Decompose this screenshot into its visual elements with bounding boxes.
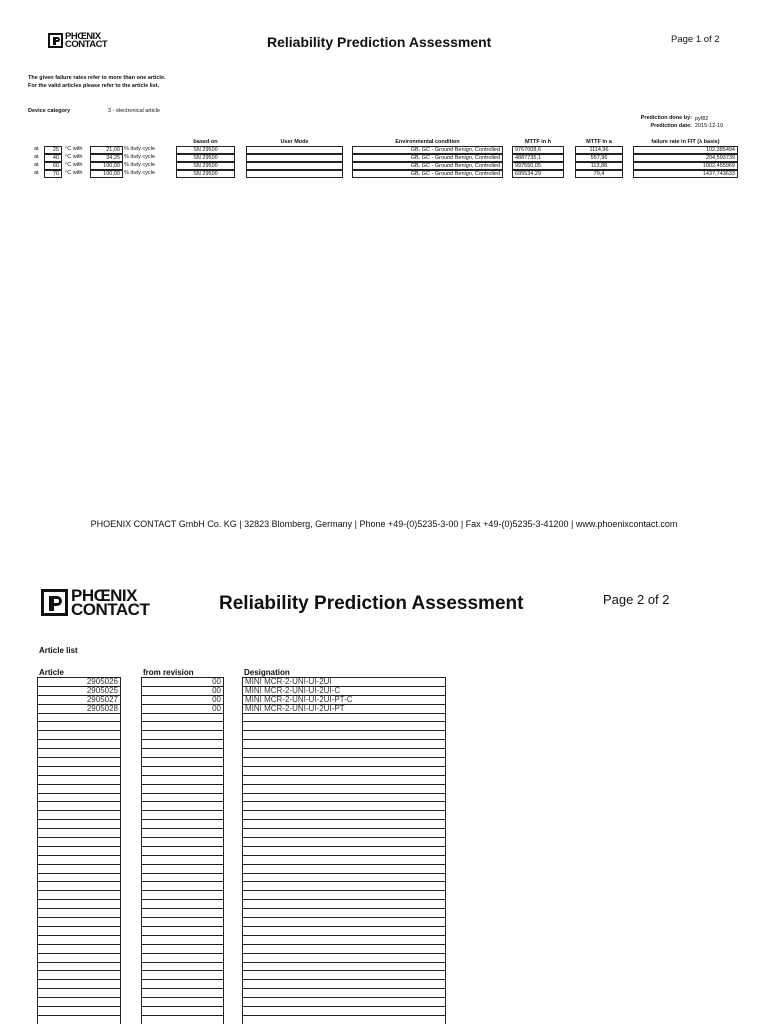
notice-line-1: The given failure rates refer to more than one article. xyxy=(28,75,166,81)
row-user-mode xyxy=(246,146,343,154)
article-cell: 2905028 xyxy=(37,704,121,714)
header-article: Article xyxy=(39,668,64,677)
page-title: Reliability Prediction Assessment xyxy=(267,34,492,50)
row-based-on: SN 29500 xyxy=(176,146,235,154)
row-user-mode xyxy=(246,162,343,170)
designation-cell: MINI MCR-2-UNI-UI-2UI-PT-C xyxy=(242,695,446,705)
row-at-label: at xyxy=(34,170,39,176)
logo-line-1: PHŒNIX xyxy=(65,31,101,42)
page-number: Page 1 of 2 xyxy=(671,34,720,45)
phoenix-contact-logo xyxy=(48,33,107,49)
prediction-date-value: 2015-12-10 xyxy=(695,123,724,129)
row-mttf-years: 1114,96 xyxy=(575,146,623,154)
revision-column xyxy=(141,678,224,1024)
row-at-label: at xyxy=(34,146,39,152)
device-category-value: 3 - electronical article xyxy=(108,108,160,114)
row-mttf-years: 557,96 xyxy=(575,154,623,162)
table-row xyxy=(0,154,768,162)
row-environmental-condition: GB, GC - Ground Benign, Controlled xyxy=(352,146,503,154)
header-based-on: based on xyxy=(193,139,218,145)
article-cell: 2905027 xyxy=(37,695,121,705)
logo-line-2: CONTACT xyxy=(71,599,150,619)
empty-revision-cell xyxy=(141,1015,224,1024)
logo-mark-icon xyxy=(48,33,63,48)
notice-line-2: For the valid articles please refer to the article list. xyxy=(28,83,160,89)
article-cell: 2905025 xyxy=(37,686,121,696)
revision-cell: 00 xyxy=(141,695,224,705)
row-temperature-unit: °C with xyxy=(65,154,83,160)
row-duty-cycle-label: % duty cycle xyxy=(124,162,155,168)
logo-line-2: CONTACT xyxy=(65,38,108,50)
device-category-label: Device category xyxy=(28,108,71,114)
header-designation: Designation xyxy=(244,668,290,677)
row-duty-cycle: 21,00 xyxy=(90,146,123,154)
row-at-label: at xyxy=(34,162,39,168)
prediction-date-label: Prediction date: xyxy=(650,123,692,129)
row-temperature: 70 xyxy=(44,170,62,178)
header-failure-rate: failure rate in FIT (λ basis) xyxy=(651,139,720,145)
row-temperature-unit: °C with xyxy=(65,170,83,176)
table-row xyxy=(0,162,768,170)
row-failure-rate: 1002,455969 xyxy=(633,162,738,170)
row-mttf-years: 79,4 xyxy=(575,170,623,178)
logo-mark-icon xyxy=(41,589,68,616)
designation-cell: MINI MCR-2-UNI-UI-2UI xyxy=(242,677,446,687)
row-at-label: at xyxy=(34,154,39,160)
revision-cell: 00 xyxy=(141,704,224,714)
table-row xyxy=(0,146,768,154)
report-page-2 xyxy=(0,562,768,1024)
row-user-mode xyxy=(246,170,343,178)
row-duty-cycle: 100,00 xyxy=(90,162,123,170)
row-environmental-condition: GB, GC - Ground Benign, Controlled xyxy=(352,154,503,162)
header-user-mode: User Mode xyxy=(280,139,309,145)
prediction-done-by-value: pyf82 xyxy=(695,116,709,122)
empty-article-cell xyxy=(37,1015,121,1024)
revision-cell: 00 xyxy=(141,677,224,687)
row-mttf-hours: 4887735,1 xyxy=(512,154,564,162)
page-title: Reliability Prediction Assessment xyxy=(219,593,524,614)
row-temperature: 25 xyxy=(44,146,62,154)
header-environmental-condition: Environmental condition xyxy=(395,139,460,145)
row-failure-rate: 102,385494 xyxy=(633,146,738,154)
row-duty-cycle-label: % duty cycle xyxy=(124,154,155,160)
article-column xyxy=(37,678,121,1024)
article-cell: 2905026 xyxy=(37,677,121,687)
row-failure-rate: 1437,743633 xyxy=(633,170,738,178)
revision-cell: 00 xyxy=(141,686,224,696)
row-temperature-unit: °C with xyxy=(65,162,83,168)
header-mttf-hours: MTTF in h xyxy=(525,139,551,145)
row-duty-cycle: 100,00 xyxy=(90,170,123,178)
article-list-label: Article list xyxy=(39,646,78,655)
header-mttf-years: MTTF in a xyxy=(586,139,612,145)
designation-cell: MINI MCR-2-UNI-UI-2UI-C xyxy=(242,686,446,696)
header-from-revision: from revision xyxy=(143,668,194,677)
prediction-done-by-label: Prediction done by: xyxy=(640,115,692,121)
page-number: Page 2 of 2 xyxy=(603,592,670,607)
phoenix-contact-logo xyxy=(41,586,150,619)
row-mttf-hours: 997550,05 xyxy=(512,162,564,170)
row-environmental-condition: GB, GC - Ground Benign, Controlled xyxy=(352,170,503,178)
row-mttf-hours: 695534,29 xyxy=(512,170,564,178)
row-environmental-condition: GB, GC - Ground Benign, Controlled xyxy=(352,162,503,170)
row-user-mode xyxy=(246,154,343,162)
table-row xyxy=(0,170,768,178)
row-based-on: SN 29500 xyxy=(176,162,235,170)
designation-cell: MINI MCR-2-UNI-UI-2UI-PT xyxy=(242,704,446,714)
row-duty-cycle-label: % duty cycle xyxy=(124,146,155,152)
row-temperature-unit: °C with xyxy=(65,146,83,152)
designation-column xyxy=(242,678,446,1024)
row-failure-rate: 204,593739 xyxy=(633,154,738,162)
row-duty-cycle-label: % duty cycle xyxy=(124,170,155,176)
row-mttf-hours: 9767008,6 xyxy=(512,146,564,154)
logo-line-1: PHŒNIX xyxy=(71,586,137,605)
empty-designation-cell xyxy=(242,1015,446,1024)
row-temperature: 60 xyxy=(44,162,62,170)
row-based-on: SN 29500 xyxy=(176,154,235,162)
row-duty-cycle: 34,25 xyxy=(90,154,123,162)
row-temperature: 40 xyxy=(44,154,62,162)
row-based-on: SN 29500 xyxy=(176,170,235,178)
row-mttf-years: 113,88 xyxy=(575,162,623,170)
page-footer: PHOENIX CONTACT GmbH Co. KG | 32823 Blomberg, Germany | Phone +49-(0)5235-3-00 | Fax +49-(0)5235-3-41200 | www.phoenixcontact.com xyxy=(90,519,678,529)
